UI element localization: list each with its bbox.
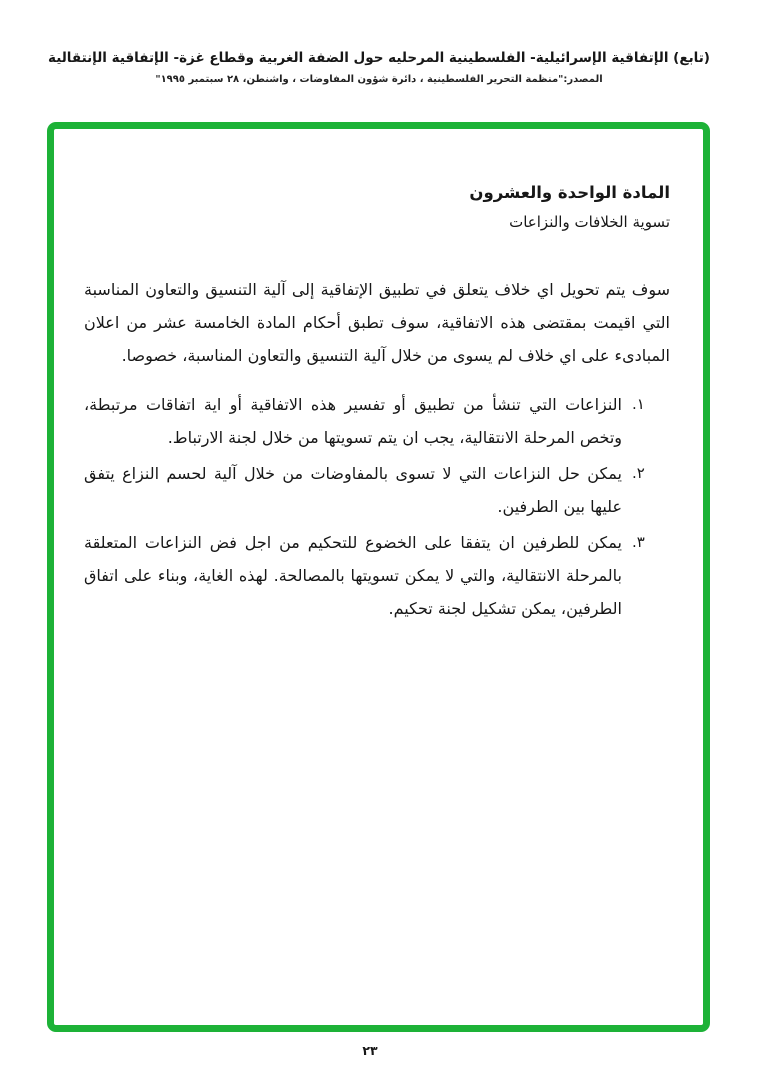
item-text-3: يمكن للطرفين ان يتفقا على الخضوع للتحكيم من اجل فض النزاعات المتعلقة بالمرحلة الانتقالية، والتي لا يمكن تسويتها بالمصالحة. لهذه الغاية، وبناء على اتفاق الطرفين، يمكن تشكيل لجنة تحكيم. [84, 533, 622, 618]
page-footer [0, 1040, 740, 1059]
numbered-list [84, 388, 670, 625]
page-header [0, 50, 758, 85]
green-border-frame [47, 122, 710, 1032]
article-subtitle: تسوية الخلافات والنزاعات [509, 213, 670, 231]
item-text-2: يمكن حل النزاعات التي لا تسوى بالمفاوضات من خلال آلية لحسم النزاع يتفق عليها بين الطرفين. [84, 464, 622, 516]
list-item-2 [84, 457, 670, 523]
article-body [54, 129, 703, 628]
list-item-1 [84, 388, 670, 454]
item-number-1: ١. [632, 395, 645, 413]
list-item-3 [84, 526, 670, 625]
item-number-3: ٣. [632, 533, 645, 551]
page-number: ٢٣ [362, 1043, 378, 1058]
document-source: المصدر:"منظمة التحرير الفلسطينية ، دائرة شؤون المفاوضات ، واشنطن، ٢٨ سبتمبر ١٩٩٥" [155, 74, 603, 85]
item-number-2: ٢. [632, 464, 645, 482]
article-title: المادة الواحدة والعشرون [469, 183, 670, 202]
article-intro-paragraph: سوف يتم تحويل اي خلاف يتعلق في تطبيق الإتفاقية إلى آلية التنسيق والتعاون المناسبة التي اقيمت بمقتضى هذه الاتفاقية، سوف تطبق أحكام المادة الخامسة عشر من اعلان المبادىء على اي خلاف لم يسوى من خلال آلية التنسيق والتعاون المناسبة، خصوصا. [84, 280, 670, 365]
item-text-1: النزاعات التي تنشأ من تطبيق أو تفسير هذه الاتفاقية أو اية اتفاقات مرتبطة، وتخص المرحلة الانتقالية، يجب ان يتم تسويتها من خلال لجنة الارتباط. [84, 395, 622, 447]
document-title: (تابع) الإتفاقية الإسرائيلية- الفلسطينية المرحليه حول الضفة الغربية وقطاع غزة- الإتفاقية الإنتقالية [48, 50, 710, 66]
